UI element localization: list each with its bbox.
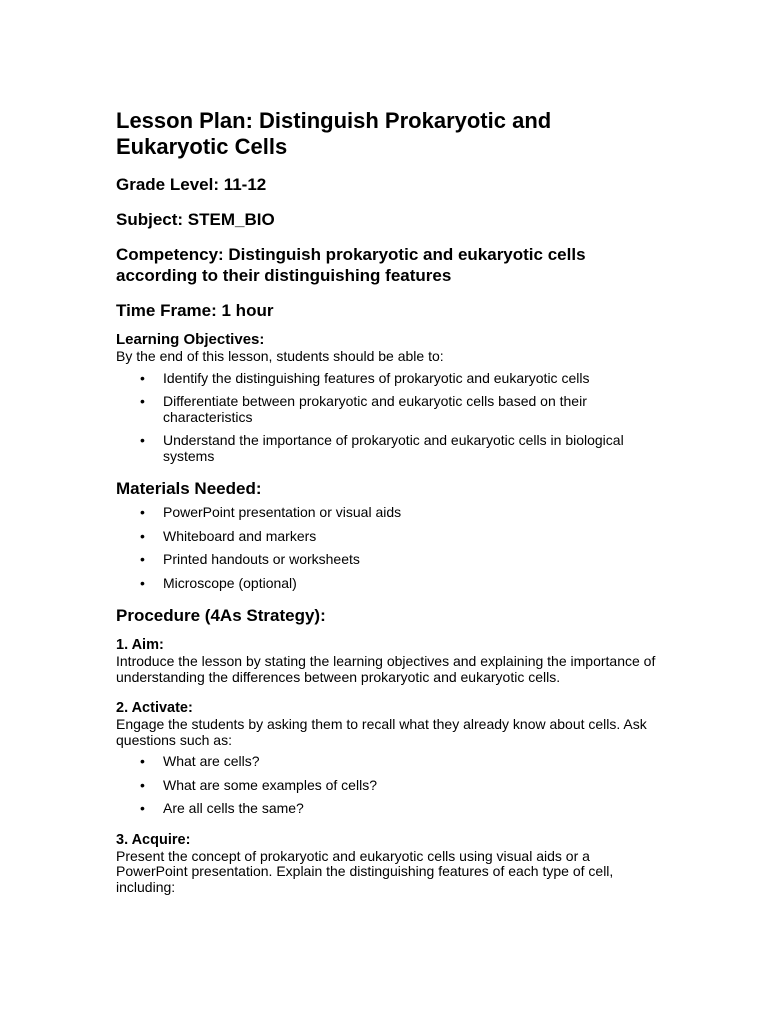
list-item: • What are some examples of cells?	[116, 778, 656, 794]
grade-level: Grade Level: 11-12	[116, 175, 267, 194]
list-item: • Whiteboard and markers	[116, 529, 656, 545]
list-item: • Are all cells the same?	[116, 801, 656, 817]
activate-text: Engage the students by asking them to recall what they already know about cells. Ask questions such as:	[116, 716, 647, 748]
materials-heading: Materials Needed:	[116, 479, 262, 498]
acquire-step	[116, 831, 656, 896]
document-title: Lesson Plan: Distinguish Prokaryotic and Eukaryotic Cells	[116, 108, 552, 159]
list-item: • Understand the importance of prokaryotic and eukaryotic cells in biological systems	[116, 433, 656, 464]
time-frame: Time Frame: 1 hour	[116, 301, 274, 320]
procedure-heading: Procedure (4As Strategy):	[116, 606, 326, 625]
activate-step	[116, 699, 656, 817]
learning-objectives-section	[116, 331, 656, 464]
list-item: • What are cells?	[116, 754, 656, 770]
learning-objectives-intro: By the end of this lesson, students should be able to:	[116, 348, 444, 364]
competency: Competency: Distinguish prokaryotic and eukaryotic cells according to their distinguishing features	[116, 245, 586, 285]
activate-questions-list	[116, 754, 656, 817]
aim-text: Introduce the lesson by stating the learning objectives and explaining the importance of understanding the differences between prokaryotic and eukaryotic cells.	[116, 653, 656, 685]
document-page	[116, 108, 656, 895]
activate-heading: 2. Activate:	[116, 700, 193, 716]
materials-section	[116, 478, 656, 591]
aim-heading: 1. Aim:	[116, 637, 164, 653]
list-item: • Differentiate between prokaryotic and eukaryotic cells based on their characteristics	[116, 394, 656, 425]
learning-objectives-heading: Learning Objectives:	[116, 331, 265, 348]
materials-list	[116, 505, 656, 591]
learning-objectives-list	[116, 371, 656, 465]
procedure-section	[116, 605, 656, 895]
list-item: • Printed handouts or worksheets	[116, 552, 656, 568]
list-item: • PowerPoint presentation or visual aids	[116, 505, 656, 521]
acquire-text: Present the concept of prokaryotic and eukaryotic cells using visual aids or a PowerPoint presentation. Explain the distinguishing features of each type of cell, including:	[116, 847, 614, 895]
acquire-heading: 3. Acquire:	[116, 831, 191, 848]
subject: Subject: STEM_BIO	[116, 210, 275, 229]
list-item: • Microscope (optional)	[116, 576, 656, 592]
list-item: • Identify the distinguishing features of prokaryotic and eukaryotic cells	[116, 371, 656, 387]
aim-step	[116, 636, 656, 685]
